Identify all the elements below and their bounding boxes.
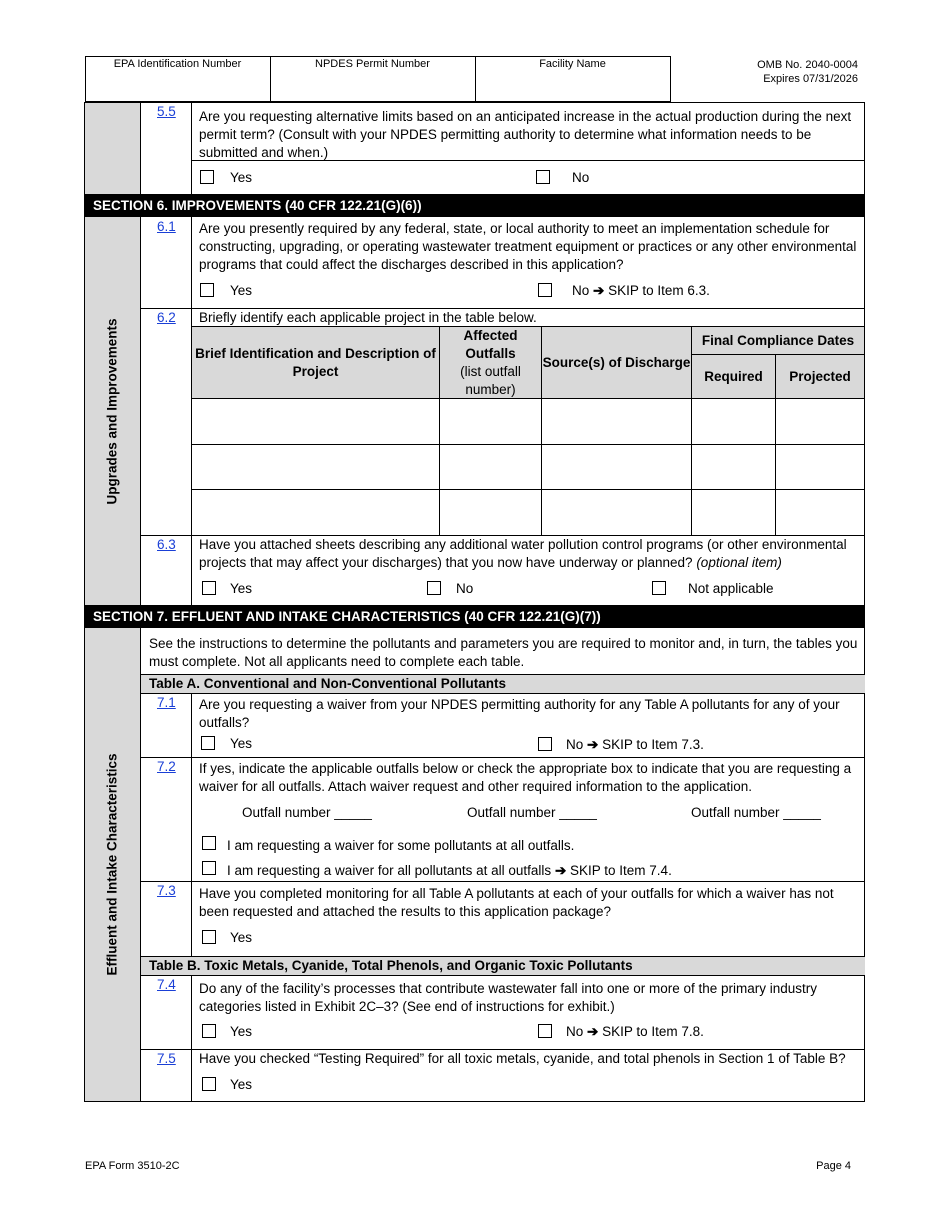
item-5-5-number[interactable]: 5.5 (157, 104, 176, 119)
item-7-4-skip-label: SKIP to Item 7.8. (602, 1024, 704, 1039)
section6-side-label: Upgrades and Improvements (105, 317, 121, 505)
item-6-3-no-checkbox[interactable] (427, 581, 441, 595)
item-7-2-number[interactable]: 7.2 (157, 759, 176, 774)
outfall-number-2[interactable]: Outfall number _____ (467, 805, 597, 820)
item-7-1-number[interactable]: 7.1 (157, 695, 176, 710)
waiver-all-skip-label: SKIP to Item 7.4. (570, 863, 672, 878)
table-row-3-description[interactable] (192, 490, 439, 535)
item-7-5-question: Have you checked “Testing Required” for all toxic metals, cyanide, and total phenols in Section 1 of Table B? (199, 1051, 846, 1066)
outfall-number-3[interactable]: Outfall number _____ (691, 805, 821, 820)
omb-info (757, 58, 858, 86)
arrow-right-icon: ➔ (554, 863, 567, 878)
item-6-3-na-checkbox[interactable] (652, 581, 666, 595)
item-7-3-question: Have you completed monitoring for all Table A pollutants at each of your outfalls for which a waiver has not been requested and attached the results to this application package? (199, 886, 834, 919)
table-row-2-description[interactable] (192, 445, 439, 489)
arrow-right-icon: ➔ (593, 283, 605, 298)
item-5-5-question: Are you requesting alternative limits based on an anticipated increase in the actual production during the next permit term? (Consult with your NPDES permitting authority to determine what information needs to be submitted and when.) (199, 109, 852, 160)
item-7-5-yes-label: Yes (230, 1077, 253, 1092)
item-7-2-question: If yes, indicate the applicable outfalls below or check the appropriate box to indicate that you are requesting a waiver for all outfalls. Attach waiver request and other required information to the application. (199, 761, 852, 794)
section5-sidebar (85, 102, 140, 194)
item-6-1-skip-label: SKIP to Item 6.3. (608, 283, 710, 298)
col-source-of-discharge: Source(s) of Discharge (542, 327, 691, 398)
outfall-number-1[interactable]: Outfall number _____ (242, 805, 372, 820)
optional-item-note: (optional item) (696, 555, 782, 570)
epa-id-label: EPA Identification Number (113, 58, 242, 70)
table-row-2-required[interactable] (692, 445, 775, 489)
waiver-all-pollutants-checkbox[interactable] (202, 861, 216, 875)
item-7-3-number[interactable]: 7.3 (157, 883, 176, 898)
item-7-4-no-label: No (566, 1024, 584, 1039)
waiver-some-pollutants-label: I am requesting a waiver for some pollutants at all outfalls. (227, 838, 575, 853)
table-row-1-projected[interactable] (776, 399, 864, 444)
page-number: Page 4 (816, 1160, 851, 1172)
item-7-1-question: Are you requesting a waiver from your NPDES permitting authority for any Table A pollutants for any of your outfalls? (199, 697, 840, 730)
item-7-1-yes-checkbox[interactable] (201, 736, 215, 750)
item-6-3-na-label: Not applicable (688, 581, 774, 596)
item-6-3-yes-label: Yes (230, 581, 253, 596)
table-row-1-description[interactable] (192, 399, 439, 444)
npdes-permit-field[interactable] (270, 56, 475, 101)
omb-expiration: Expires 07/31/2026 (763, 73, 858, 85)
item-6-1-number[interactable]: 6.1 (157, 219, 176, 234)
section7-sidebar (85, 628, 140, 1101)
omb-number: OMB No. 2040-0004 (757, 59, 858, 71)
item-7-4-question: Do any of the facility’s processes that contribute wastewater fall into one or more of the primary industry categories listed in Exhibit 2C–3? (See end of instructions for exhibit.) (199, 981, 818, 1014)
item-7-1-no-checkbox[interactable] (538, 737, 552, 751)
item-6-3-question: Have you attached sheets describing any additional water pollution control programs (or other environmental projects that may affect your discharges) that you now have underway or planned? (optional item) (199, 537, 847, 570)
item-7-4-no-skip (566, 1024, 704, 1040)
col-required: Required (692, 355, 775, 398)
form-number: EPA Form 3510-2C (85, 1160, 180, 1172)
waiver-all-pollutants-label: I am requesting a waiver for all pollutants at all outfalls (227, 863, 552, 878)
item-7-4-yes-checkbox[interactable] (202, 1024, 216, 1038)
col-group-final-compliance: Final Compliance Dates (692, 327, 864, 354)
table-row-3-source[interactable] (542, 490, 691, 535)
section6-title: SECTION 6. IMPROVEMENTS (40 CFR 122.21(G)(6)) (85, 194, 865, 217)
table-row-3-projected[interactable] (776, 490, 864, 535)
item-6-3-no-label: No (456, 581, 474, 596)
item-6-2-question: Briefly identify each applicable project in the table below. (199, 310, 537, 325)
col-projected: Projected (776, 355, 864, 398)
table-b-title: Table B. Toxic Metals, Cyanide, Total Phenols, and Organic Toxic Pollutants (141, 957, 865, 975)
table-row-2-outfalls[interactable] (440, 445, 541, 489)
waiver-some-pollutants-checkbox[interactable] (202, 836, 216, 850)
item-6-1-no-label: No (572, 283, 590, 298)
section7-side-label: Effluent and Intake Characteristics (105, 753, 121, 976)
item-6-1-yes-label: Yes (230, 283, 253, 298)
table-row-2-projected[interactable] (776, 445, 864, 489)
item-5-5-no-checkbox[interactable] (536, 170, 550, 184)
item-6-2-number[interactable]: 6.2 (157, 310, 176, 325)
item-5-5-no-label: No (572, 170, 590, 185)
item-6-1-question: Are you presently required by any federal, state, or local authority to meet an implementation schedule for constructing, upgrading, or operating wastewater treatment equipment or practices or any other environmental programs that could affect the discharges described in this application? (199, 221, 857, 272)
table-row-1-outfalls[interactable] (440, 399, 541, 444)
waiver-all-pollutants-row (227, 863, 672, 879)
item-7-4-no-checkbox[interactable] (538, 1024, 552, 1038)
item-7-4-number[interactable]: 7.4 (157, 977, 176, 992)
section7-intro: See the instructions to determine the pollutants and parameters you are required to monitor and, in turn, the tables you must complete. Not all applicants need to complete each table. (149, 636, 858, 669)
epa-id-field[interactable] (85, 56, 270, 101)
item-7-1-no-label: No (566, 737, 584, 752)
col-project-description: Brief Identification and Description of Project (192, 327, 439, 398)
item-7-3-yes-label: Yes (230, 930, 253, 945)
table-a-title: Table A. Conventional and Non-Conventional Pollutants (141, 675, 865, 693)
item-6-1-no-checkbox[interactable] (538, 283, 552, 297)
item-6-1-yes-checkbox[interactable] (200, 283, 214, 297)
section6-sidebar (85, 217, 140, 605)
item-5-5-yes-checkbox[interactable] (200, 170, 214, 184)
item-7-5-number[interactable]: 7.5 (157, 1051, 176, 1066)
item-6-3-yes-checkbox[interactable] (202, 581, 216, 595)
item-7-5-yes-checkbox[interactable] (202, 1077, 216, 1091)
table-row-2-source[interactable] (542, 445, 691, 489)
table-row-1-required[interactable] (692, 399, 775, 444)
item-7-1-no-skip (566, 737, 704, 753)
table-row-1-source[interactable] (542, 399, 691, 444)
item-7-4-yes-label: Yes (230, 1024, 253, 1039)
col-affected-outfalls: Affected Outfalls (list outfall number) (440, 327, 541, 398)
section7-title: SECTION 7. EFFLUENT AND INTAKE CHARACTERISTICS (40 CFR 122.21(G)(7)) (85, 605, 865, 628)
facility-name-label: Facility Name (539, 58, 606, 70)
facility-name-field[interactable] (475, 56, 670, 101)
npdes-permit-label: NPDES Permit Number (315, 58, 430, 70)
arrow-right-icon: ➔ (587, 737, 599, 752)
item-6-1-no-skip (572, 283, 710, 299)
item-7-1-yes-label: Yes (230, 736, 253, 751)
item-5-5-yes-label: Yes (230, 170, 253, 185)
item-7-3-yes-checkbox[interactable] (202, 930, 216, 944)
table-row-3-required[interactable] (692, 490, 775, 535)
arrow-right-icon: ➔ (587, 1024, 599, 1039)
item-7-1-skip-label: SKIP to Item 7.3. (602, 737, 704, 752)
item-6-3-number[interactable]: 6.3 (157, 537, 176, 552)
table-row-3-outfalls[interactable] (440, 490, 541, 535)
